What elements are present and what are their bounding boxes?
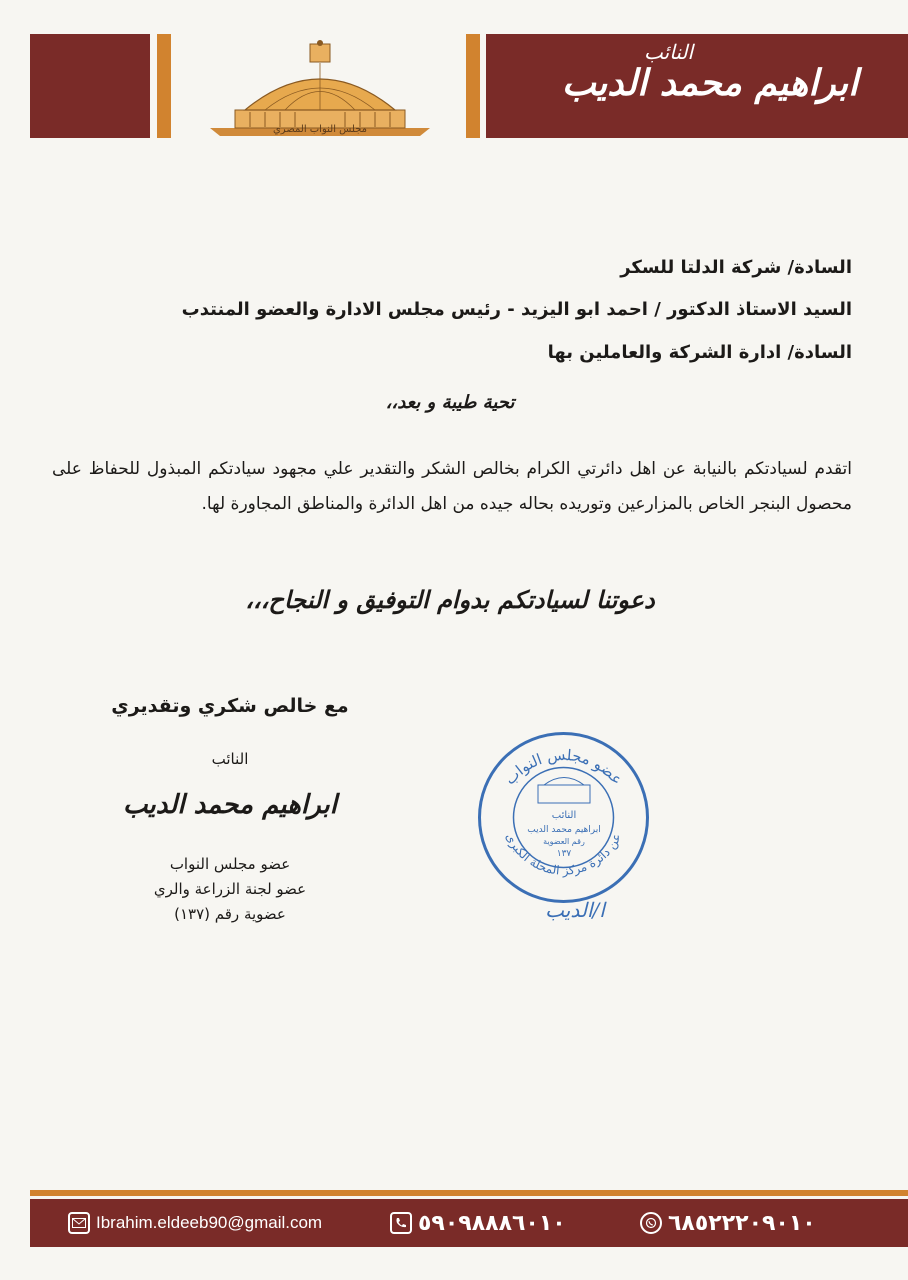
addressee-staff: السادة/ ادارة الشركة والعاملين بها: [547, 342, 852, 363]
role-member: عضو مجلس النواب: [169, 855, 291, 873]
addressee-chairman: السيد الاستاذ الدكتور / احمد ابو اليزيد - رئيس مجلس الادارة والعضو المنتدب: [181, 299, 852, 320]
signature-thanks: مع خالص شكري وتقديري: [111, 695, 349, 717]
footer-line: [30, 1190, 908, 1196]
nameplate-title: النائب: [644, 40, 693, 64]
nameplate-name: ابراهيم محمد الديب: [561, 62, 859, 104]
stamp-inner-title: النائب: [551, 810, 577, 821]
header-right-stripe: [466, 34, 480, 138]
phone-icon: [390, 1212, 412, 1234]
phone-number: ٠١٠٦٨٨٨٩٠٩٥: [418, 1210, 566, 1236]
stamp-inner-name: ابراهيم محمد الديب: [527, 825, 601, 835]
addressee-company: السادة/ شركة الدلتا للسكر: [620, 257, 852, 278]
footer-whatsapp[interactable]: [640, 1199, 816, 1247]
stamp-inner-label: رقم العضوية: [543, 837, 585, 846]
parliament-logo: [205, 38, 435, 138]
footer-phone[interactable]: [390, 1199, 566, 1247]
closing-prayer: دعوتنا لسيادتكم بدوام التوفيق و النجاح،،،: [245, 585, 655, 614]
stamp-signature-mark: ا/الديب: [545, 898, 605, 922]
stamp-lower-text: عن دائرة مركز المحلة الكبرى: [503, 830, 624, 878]
letter-body: اتقدم لسيادتكم بالنيابة عن اهل دائرتي الكرام بخالص الشكر والتقدير علي مجهود سيادتكم المبذول للحفاظ على محصول البنجر الخاص بالمزارعين وتوريده بحاله جيده من اهل الدائرة والمناطق المجاورة لها.: [52, 459, 852, 514]
email-icon: [68, 1212, 90, 1234]
official-stamp: [476, 730, 651, 905]
logo-caption: مجلس النواب المصري: [272, 124, 368, 135]
header-left-block: [30, 34, 150, 138]
email-address: Ibrahim.eldeeb90@gmail.com: [96, 1213, 323, 1232]
header-left-stripe: [157, 34, 171, 138]
signature-roles: [60, 852, 400, 927]
signature-name: ابراهيم محمد الديب: [123, 790, 337, 820]
whatsapp-number: ٠١٠٩٠٢٢٢٥٨٦: [668, 1210, 816, 1236]
stamp-outer-text: عضو مجلس النواب: [500, 745, 627, 789]
stamp-inner-number: ١٣٧: [556, 849, 572, 859]
whatsapp-icon: [640, 1212, 662, 1234]
footer-email[interactable]: [68, 1199, 322, 1247]
role-committee: عضو لجنة الزراعة والري: [153, 880, 307, 898]
greeting: تحية طيبة و بعد،،: [385, 392, 515, 413]
signature-title: النائب: [211, 750, 249, 768]
role-membership-number: عضوية رقم (١٣٧): [174, 905, 286, 923]
